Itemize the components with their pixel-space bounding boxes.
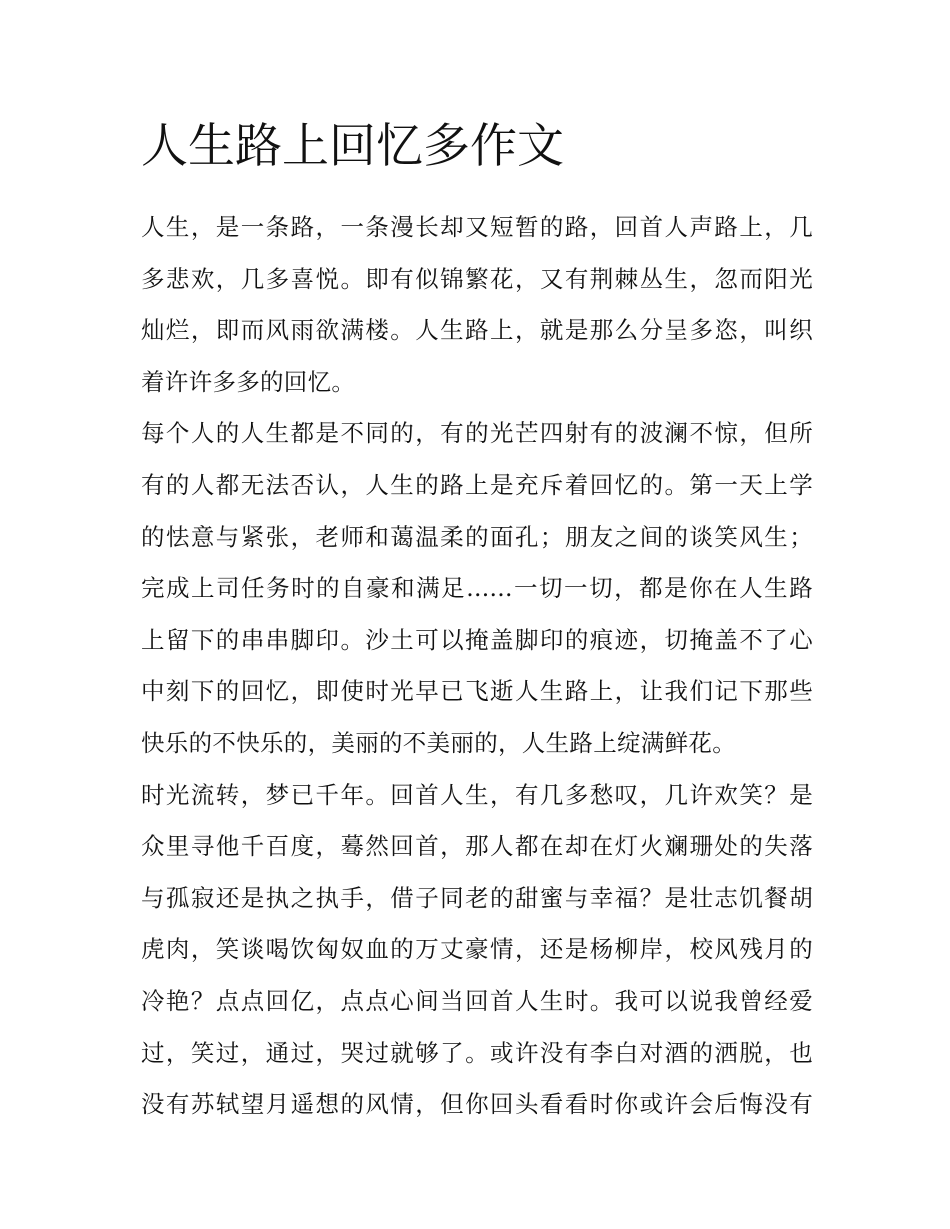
text-line: 中刻下的回忆，即使时光早已飞逝人生路上，让我们记下那些 bbox=[141, 677, 813, 706]
paragraph-2 bbox=[141, 408, 813, 769]
document-body bbox=[141, 202, 813, 1131]
text-line: 冷艳？点点回亿，点点心间当回首人生时。我可以说我曾经爱 bbox=[141, 986, 813, 1015]
text-line: 着许许多多的回忆。 bbox=[141, 367, 356, 396]
text-line: 灿烂，即而风雨欲满楼。人生路上，就是那么分呈多恣，叫织 bbox=[141, 316, 813, 345]
text-line: 人生，是一条路，一条漫长却又短暂的路，回首人声路上，几 bbox=[141, 213, 813, 241]
text-line: 与孤寂还是执之执手，借子同老的甜蜜与幸福？是壮志饥餐胡 bbox=[141, 883, 813, 912]
paragraph-3 bbox=[141, 770, 813, 1131]
text-line: 过，笑过，通过，哭过就够了。或许没有李白对酒的洒脱，也 bbox=[141, 1038, 813, 1067]
document-title: 人生路上回忆多作文 bbox=[141, 119, 564, 174]
paragraph-1 bbox=[141, 202, 813, 408]
text-line: 快乐的不快乐的，美丽的不美丽的，人生路上绽满鲜花。 bbox=[141, 728, 736, 757]
text-line: 的怯意与紧张，老师和蔼温柔的面孔；朋友之间的谈笑风生； bbox=[141, 522, 813, 551]
text-line: 多悲欢，几多喜悦。即有似锦繁花，又有荆棘丛生，忽而阳光 bbox=[141, 264, 813, 293]
text-line: 没有苏轼望月遥想的风情，但你回头看看时你或许会后悔没有 bbox=[141, 1090, 813, 1119]
text-line: 众里寻他千百度，蓦然回首，那人都在却在灯火斓珊处的失落 bbox=[141, 832, 813, 861]
text-line: 完成上司任务时的自豪和满足......一切一切，都是你在人生路 bbox=[141, 574, 813, 603]
text-line: 虎肉，笑谈喝饮匈奴血的万丈豪情，还是杨柳岸，校风残月的 bbox=[141, 935, 813, 964]
text-line: 上留下的串串脚印。沙土可以掩盖脚印的痕迹，切掩盖不了心 bbox=[141, 625, 813, 654]
document-page bbox=[141, 118, 813, 1131]
text-line: 每个人的人生都是不同的，有的光芒四射有的波澜不惊，但所 bbox=[141, 419, 813, 448]
text-line: 有的人都无法否认，人生的路上是充斥着回忆的。第一天上学 bbox=[141, 470, 813, 499]
text-line: 时光流转，梦已千年。回首人生，有几多愁叹，几许欢笑？是 bbox=[141, 780, 813, 809]
